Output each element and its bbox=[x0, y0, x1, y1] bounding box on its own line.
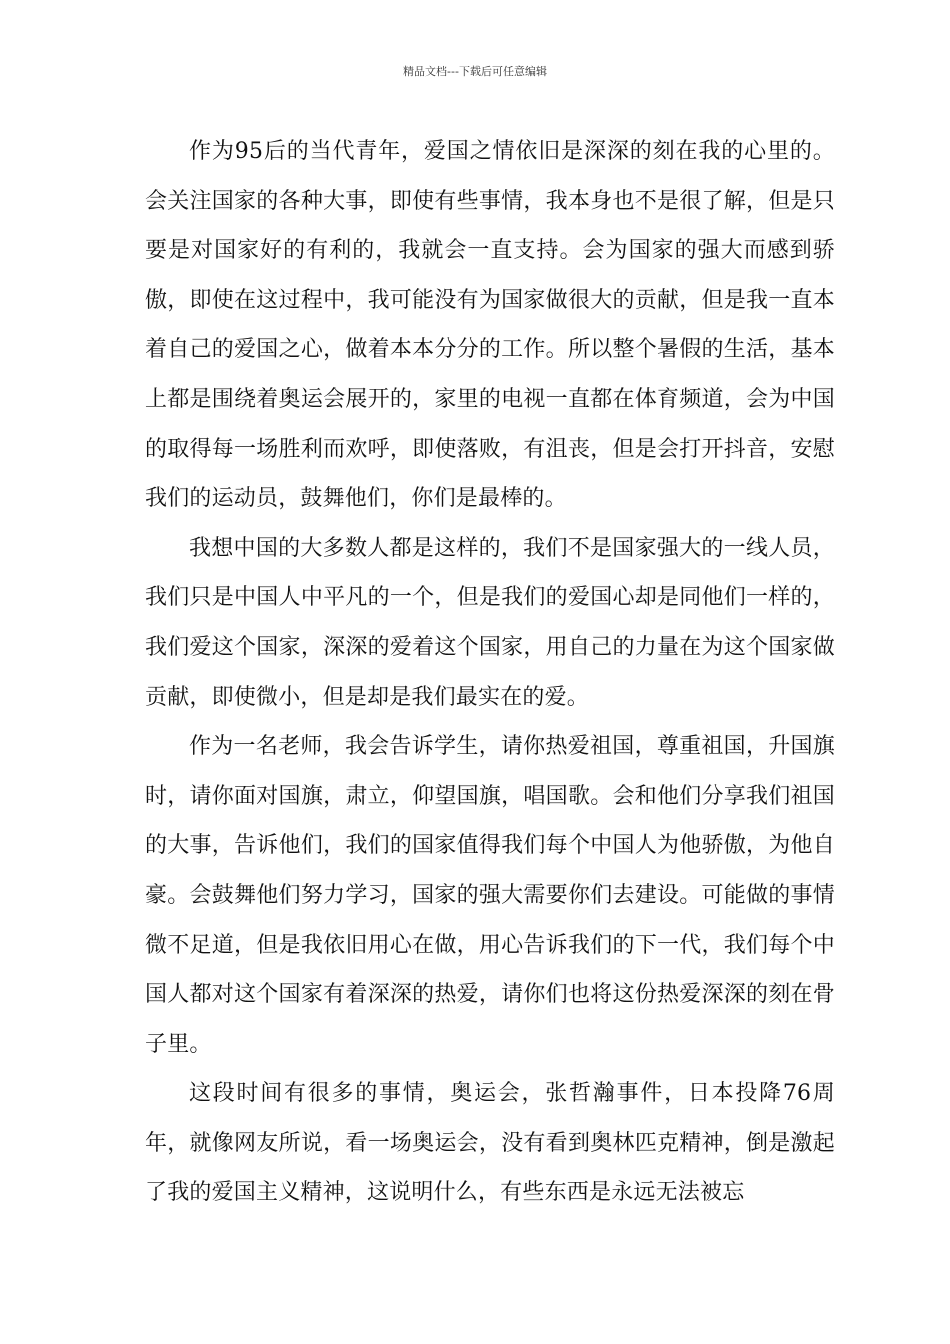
document-body bbox=[145, 127, 835, 1218]
paragraph-2: 我想中国的大多数人都是这样的，我们不是国家强大的一线人员，我们只是中国人中平凡的一个，但是我们的爱国心却是同他们一样的，我们爱这个国家，深深的爱着这个国家，用自己的力量在为这个国家做贡献，即使微小，但是却是我们最实在的爱。 bbox=[145, 535, 835, 710]
page-header: 精品文档---下载后可任意编辑 bbox=[403, 65, 547, 78]
paragraph-3: 作为一名老师，我会告诉学生，请你热爱祖国，尊重祖国，升国旗时，请你面对国旗，肃立，仰望国旗，唱国歌。会和他们分享我们祖国的大事，告诉他们，我们的国家值得我们每个中国人为他骄傲，为他自豪。会鼓舞他们努力学习，国家的强大需要你们去建设。可能做的事情微不足道，但是我依旧用心在做，用心告诉我们的下一代，我们每个中国人都对这个国家有着深深的热爱，请你们也将这份热爱深深的刻在骨子里。 bbox=[145, 734, 835, 1057]
paragraph-4: 这段时间有很多的事情，奥运会，张哲瀚事件，日本投降76周年，就像网友所说，看一场奥运会，没有看到奥林匹克精神，倒是激起了我的爱国主义精神，这说明什么，有些东西是永远无法被忘 bbox=[145, 1081, 835, 1206]
paragraph-1: 作为95后的当代青年，爱国之情依旧是深深的刻在我的心里的。会关注国家的各种大事，即使有些事情，我本身也不是很了解，但是只要是对国家好的有利的，我就会一直支持。会为国家的强大而感到骄傲，即使在这过程中，我可能没有为国家做很大的贡献，但是我一直本着自己的爱国之心，做着本本分分的工作。所以整个暑假的生活，基本上都是围绕着奥运会展开的，家里的电视一直都在体育频道，会为中国的取得每一场胜利而欢呼，即使落败，有沮丧，但是会打开抖音，安慰我们的运动员，鼓舞他们，你们是最棒的。 bbox=[145, 139, 835, 512]
